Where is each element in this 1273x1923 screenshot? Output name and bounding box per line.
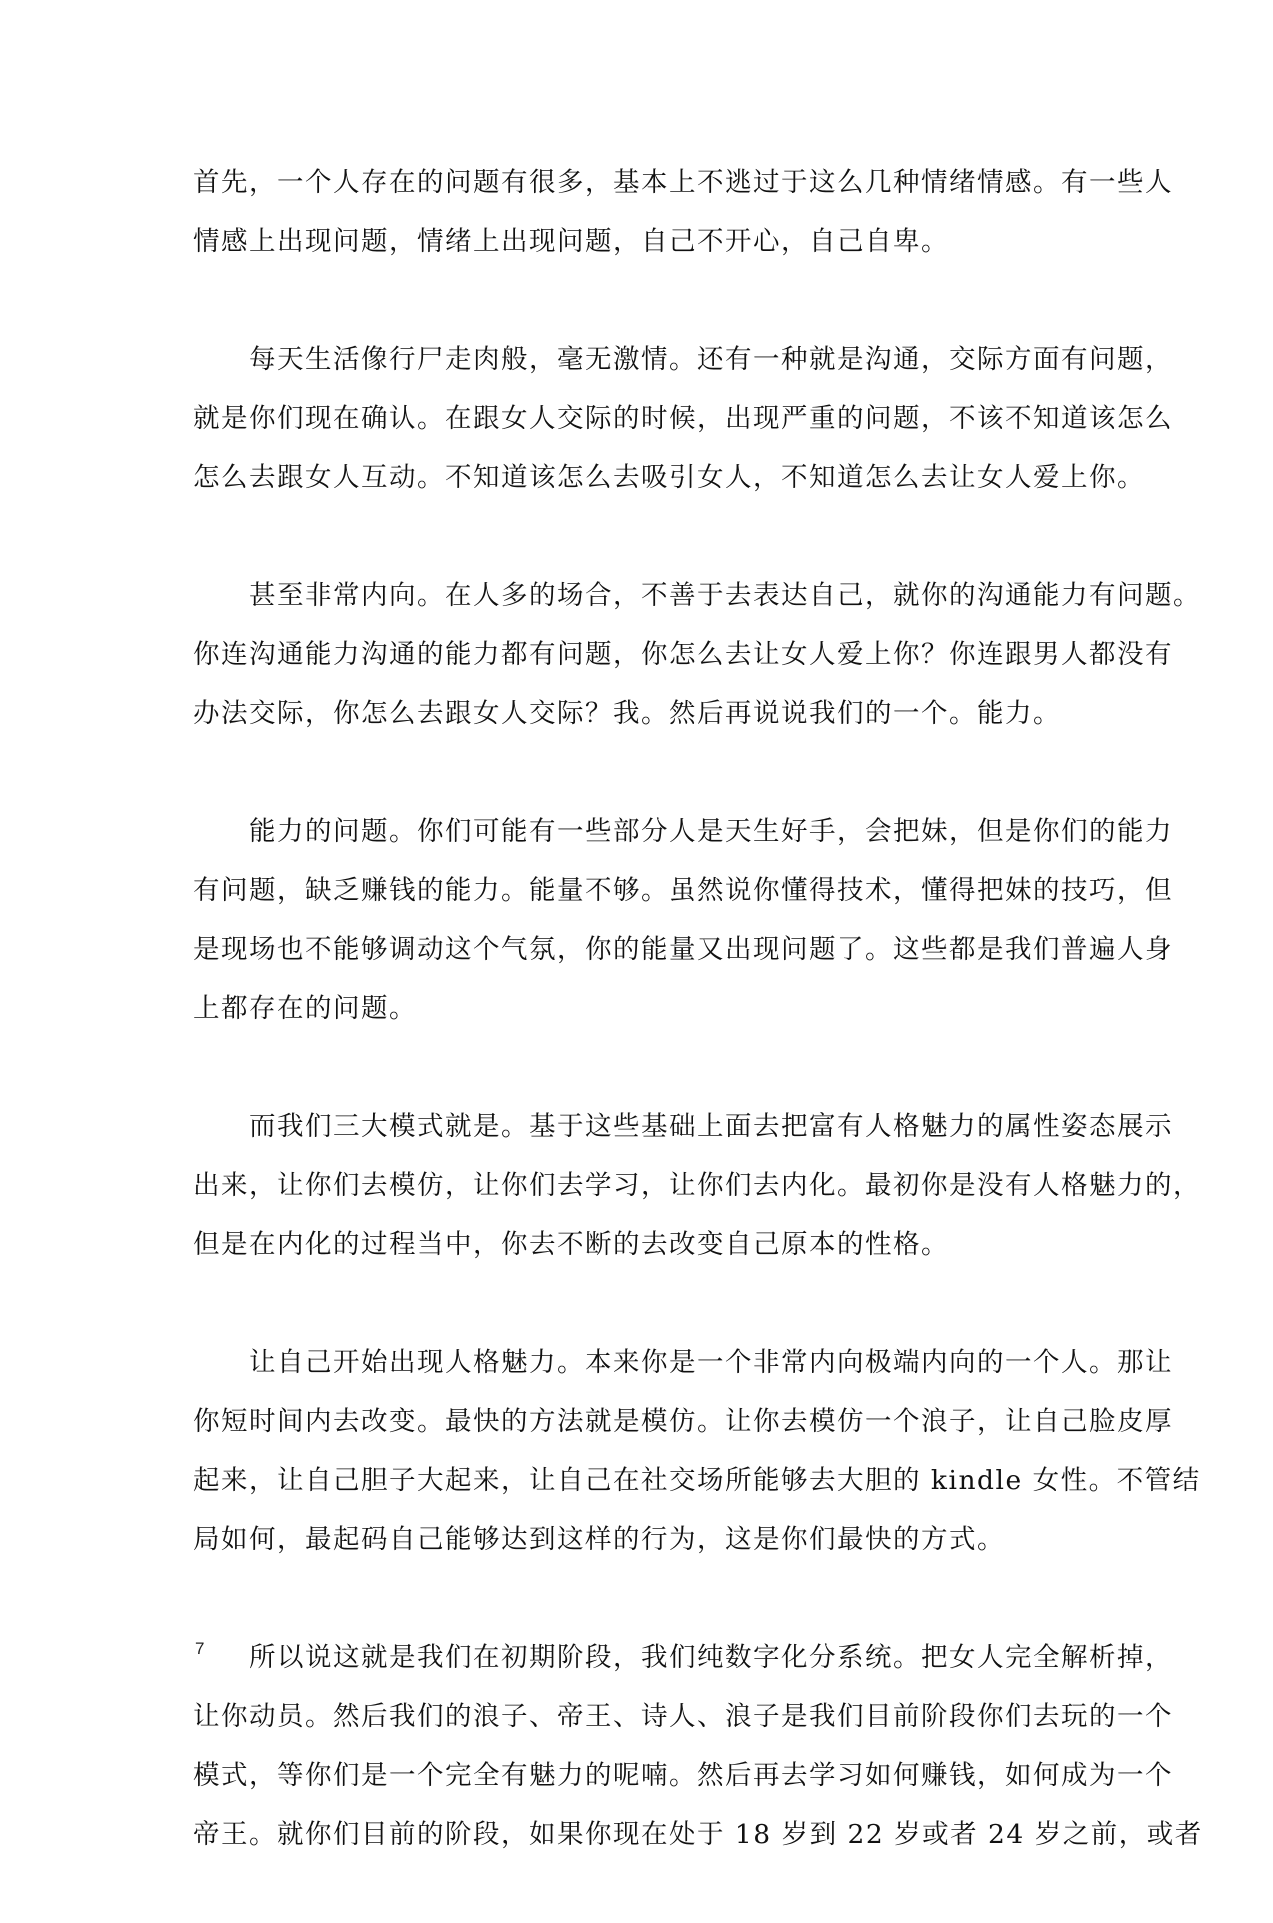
text-line: 办法交际，你怎么去跟女人交际？我。然后再说说我们的一个。能力。 — [193, 698, 1061, 729]
text-line: 情感上出现问题，情绪上出现问题，自己不开心，自己自卑。 — [193, 226, 949, 257]
paragraph-3 — [193, 566, 1201, 743]
text-line: 模式，等你们是一个完全有魅力的呢喃。然后再去学习如何赚钱，如何成为一个 — [193, 1760, 1173, 1791]
text-line: 而我们三大模式就是。基于这些基础上面去把富有人格魅力的属性姿态展示 — [249, 1111, 1173, 1142]
paragraph-2 — [193, 330, 1173, 507]
text-line: 你连沟通能力沟通的能力都有问题，你怎么去让女人爱上你？你连跟男人都没有 — [193, 639, 1173, 670]
text-line: 出来，让你们去模仿，让你们去学习，让你们去内化。最初你是没有人格魅力的， — [193, 1170, 1201, 1201]
paragraph-6 — [193, 1333, 1201, 1569]
paragraph-7 — [193, 1628, 1203, 1864]
text-line: 是现场也不能够调动这个气氛，你的能量又出现问题了。这些都是我们普遍人身 — [193, 934, 1173, 965]
page-number: 7 — [195, 1639, 205, 1658]
text-line: 甚至非常内向。在人多的场合，不善于去表达自己，就你的沟通能力有问题。 — [249, 580, 1201, 611]
paragraph-5 — [193, 1097, 1201, 1274]
text-line: 能力的问题。你们可能有一些部分人是天生好手，会把妹，但是你们的能力 — [249, 816, 1173, 847]
text-line: 所以说这就是我们在初期阶段，我们纯数字化分系统。把女人完全解析掉， — [249, 1642, 1173, 1673]
text-line: 让自己开始出现人格魅力。本来你是一个非常内向极端内向的一个人。那让 — [249, 1347, 1173, 1378]
text-line: 起来，让自己胆子大起来，让自己在社交场所能够去大胆的 kindle 女性。不管结 — [193, 1465, 1201, 1496]
text-line: 有问题，缺乏赚钱的能力。能量不够。虽然说你懂得技术，懂得把妹的技巧，但 — [193, 875, 1173, 906]
text-line: 但是在内化的过程当中，你去不断的去改变自己原本的性格。 — [193, 1229, 949, 1260]
document-body — [193, 153, 1203, 1923]
text-line: 就是你们现在确认。在跟女人交际的时候，出现严重的问题，不该不知道该怎么 — [193, 403, 1173, 434]
text-line: 你短时间内去改变。最快的方法就是模仿。让你去模仿一个浪子，让自己脸皮厚 — [193, 1406, 1173, 1437]
text-line: 怎么去跟女人互动。不知道该怎么去吸引女人，不知道怎么去让女人爱上你。 — [193, 462, 1145, 493]
text-line: 每天生活像行尸走肉般，毫无激情。还有一种就是沟通，交际方面有问题， — [249, 344, 1173, 375]
paragraph-4 — [193, 802, 1173, 1038]
text-line: 上都存在的问题。 — [193, 993, 417, 1024]
text-line: 首先，一个人存在的问题有很多，基本上不逃过于这么几种情绪情感。有一些人 — [193, 167, 1173, 198]
text-line: 帝王。就你们目前的阶段，如果你现在处于 18 岁到 22 岁或者 24 岁之前，或者 — [193, 1819, 1203, 1850]
text-line: 局如何，最起码自己能够达到这样的行为，这是你们最快的方式。 — [193, 1524, 1005, 1555]
paragraph-1 — [193, 153, 1173, 271]
text-line: 让你动员。然后我们的浪子、帝王、诗人、浪子是我们目前阶段你们去玩的一个 — [193, 1701, 1173, 1732]
